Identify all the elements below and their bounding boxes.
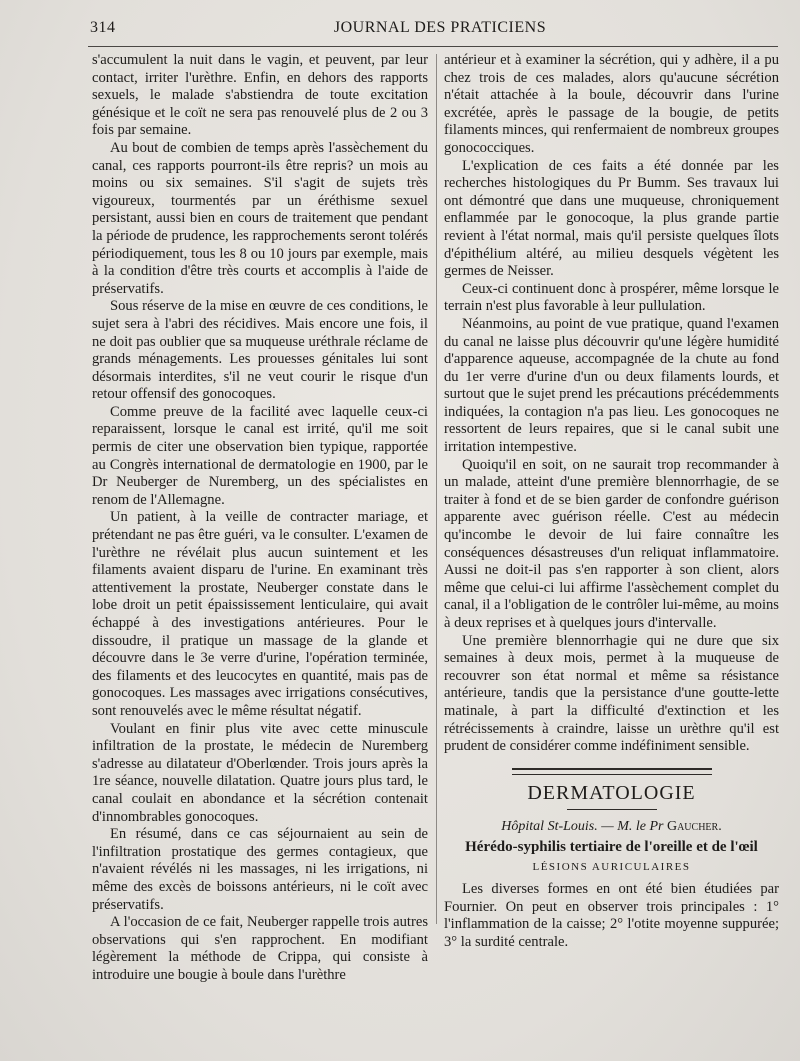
paragraph: Ceux-ci continuent donc à prospérer, même lorsque le terrain n'est plus favorable à leur pullulation.: [444, 280, 779, 315]
paragraph: Comme preuve de la facilité avec laquelle ceux-ci reparaissent, lorsque le canal est irrité, qu'il me soit permis de citer une observation bien typique, rapportée au Congrès international de dermatologie en 1900, par le Dr Neuberger de Nuremberg, un des spécialistes en renom de l'Allemagne.: [92, 403, 428, 508]
paragraph: Un patient, à la veille de contracter mariage, et prétendant ne pas être guéri, va le consulter. L'examen de l'urèthre ne révélait plus aucun suintement et les filaments avaient disparu de l'urine. En examinant très attentivement la prostate, Neuberger constate dans le lobe droit un petit épaississement lenticulaire, qui avait échappé à des investigations antérieures. Pour le dissoudre, il pratique un massage de la glande et découvre dans le 3e verre d'urine, l'opération terminée, des filaments et des leucocytes en quantité, mais pas de gonocoques. Les massages avec irrigations consécutives, sont renouvelés avec le même résultat négatif.: [92, 509, 428, 719]
page-number: 314: [90, 19, 116, 36]
hospital-line: [444, 818, 779, 836]
dermatology-section: [444, 768, 779, 877]
paragraph: s'accumulent la nuit dans le vagin, et peuvent, par leur contact, irriter l'urèthre. Enfin, en dehors des rapports sexuels, le malade s'abstiendra de toute excitation génésique et le coït ne sera pas renouvelé plus de 2 ou 3 fois par semaine.: [92, 52, 428, 139]
section-rule: [512, 768, 712, 775]
journal-title: JOURNAL DES PRATICIENS: [333, 19, 547, 36]
left-column: [92, 52, 428, 984]
article-title: Hérédo-syphilis tertiaire de l'oreille et de l'œil: [465, 839, 758, 856]
paragraph: Quoiqu'il en soit, on ne saurait trop recommander à un malade, atteint d'une première blennorrhagie, de se traiter à fond et de se bien garder de confondre guérison apparente avec guérison réelle. C'est au médecin qu'incombe le devoir de lui faire connaître les conséquences désastreuses d'un reliquat inflammatoire. Aussi ne doit-il pas s'en rapporter à son client, alors même que celui-ci lui affirme l'assèchement complet du canal, il a l'obligation de le contrôler lui-même, au moins à deux reprises et à quelques jours d'intervalle.: [444, 456, 779, 631]
header-rule: [88, 46, 778, 47]
article-subtitle: LÉSIONS AURICULAIRES: [532, 861, 691, 874]
author-name: Gaucher.: [666, 818, 722, 834]
right-column: [444, 52, 779, 951]
running-header: [90, 17, 790, 41]
hospital-name: Hôpital St-Louis. — M. le Pr: [501, 818, 664, 834]
paragraph: A l'occasion de ce fait, Neuberger rappelle trois autres observations qui s'en rapprochent. En modifiant légèrement la méthode de Crippa, qui consiste à introduire une bougie à boule dans l'urèthre: [92, 914, 428, 983]
paragraph: En résumé, dans ce cas séjournaient au sein de l'infiltration prostatique des germes contagieux, que n'avaient révélés ni les massages, ni les irrigations, ni même des excès de boissons antérieurs, ni le coït avec préservatifs.: [92, 826, 428, 913]
paragraph: Au bout de combien de temps après l'assèchement du canal, ces rapports pourront-ils être repris? un mois au moins ou six semaines. S'il s'agit de sujets très vigoureux, tourmentés par un éréthisme sexuel persistant, aussi bien en cours de traitement que pendant la période de prudence, les rapprochements seront tolérés périodiquement, tous les 8 ou 10 jours par exemple, mais à la condition d'être très courts et accomplis à l'aide de préservatifs.: [92, 139, 428, 297]
section-rule-thin: [567, 809, 657, 810]
paragraph: Néanmoins, au point de vue pratique, quand l'examen du canal ne laisse plus découvrir qu'une légère humidité d'apparence aqueuse, accompagnée de la chute au fond du 1er verre d'urine d'un ou deux filaments lourds, et surtout que le sujet prend les précautions précédemments indiquées, la contagion n'a pas lieu. Les gonocoques ne ressortent de leurs repaires, que si le canal subit une irritation intempestive.: [444, 315, 779, 456]
paragraph: L'explication de ces faits a été donnée par les recherches histologiques du Pr Bumm. Ses travaux lui ont démontré que dans une muqueuse, chroniquement enflammée par le gonocoque, la plus grande partie revient à l'état normal, mais qu'il persiste quelques îlots d'épithélium altéré, au milieu desquels végètent les germes de Neisser.: [444, 157, 779, 280]
paragraph: Une première blennorrhagie qui ne dure que six semaines à deux mois, permet à la muqueuse de recouvrer son état normal et même sa résistance antérieure, tandis que la persistance d'une goutte-lette matinale, à part la difficulté d'extinction et les rétrécissements à craindre, laisse un urèthre qu'il est prudent de considérer comme indéfiniment sensible.: [444, 632, 779, 755]
paragraph: antérieur et à examiner la sécrétion, qui y adhère, il a pu chez trois de ces malades, alors qu'aucune sécrétion n'était attachée à la boule, découvrir dans l'urine excrétée, après le passage de la bougie, de petits filaments minces, qui renfermaient de nombreux groupes gonococciques.: [444, 52, 779, 156]
column-divider: [436, 54, 437, 924]
paragraph: Voulant en finir plus vite avec cette minuscule infiltration de la prostate, le médecin de Nuremberg s'adresse au dilatateur d'Oberlœnder. Trois jours après la 1re séance, nouvelle dilatation. Quatre jours plus tard, le canal coulait en abondance et la sécrétion contenait d'innombrables gonocoques.: [92, 720, 428, 825]
paragraph: Sous réserve de la mise en œuvre de ces conditions, le sujet sera à l'abri des récidives. Mais encore une fois, il ne doit pas oublier que sa muqueuse uréthrale réclame de grands ménagements. Les prouesses génitales lui sont désormais interdites, s'il ne veut courir le risque d'un retour offensif des gonocoques.: [92, 298, 428, 403]
paragraph: Les diverses formes en ont été bien étudiées par Fournier. On peut en observer trois principales : 1° l'inflammation de la caisse; 2° l'otite moyenne suppurée; 3° la surdité centrale.: [444, 880, 779, 950]
section-title: DERMATOLOGIE: [527, 781, 696, 804]
